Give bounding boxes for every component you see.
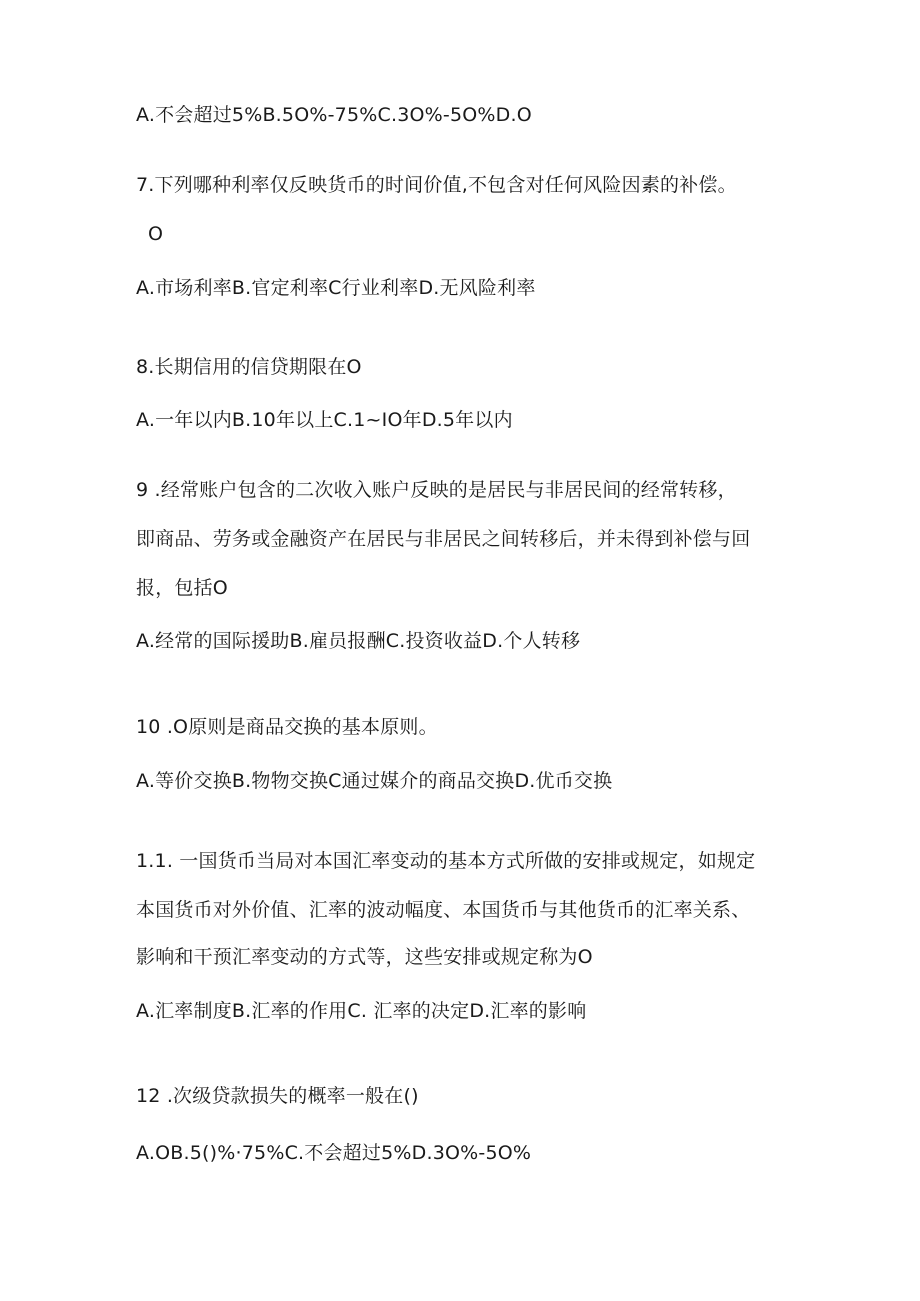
q11-options: A.汇率制度B.汇率的作用C. 汇率的决定D.汇率的影响 bbox=[136, 1000, 587, 1022]
q10-question: 10 .O原则是商品交换的基本原则。 bbox=[136, 716, 438, 738]
q8-question: 8.长期信用的信贷期限在O bbox=[136, 356, 362, 378]
q9-question-line-2: 即商品、劳务或金融资产在居民与非居民之间转移后，并未得到补偿与回 bbox=[136, 528, 751, 550]
q11-question-line-2: 本国货币对外价值、汇率的波动幅度、本国货币与其他货币的汇率关系、 bbox=[136, 899, 751, 921]
q9-question-line-1: 9 .经常账户包含的二次收入账户反映的是居民与非居民间的经常转移， bbox=[136, 479, 737, 501]
q12-options: A.OB.5()%·75%C.不会超过5%D.3O%-5O% bbox=[136, 1142, 532, 1164]
q10-options: A.等价交换B.物物交换C通过媒介的商品交换D.优币交换 bbox=[136, 770, 613, 792]
q7-options: A.市场利率B.官定利率C行业利率D.无风险利率 bbox=[136, 277, 536, 299]
q6-options: A.不会超过5%B.5O%-75%C.3O%-5O%D.O bbox=[136, 104, 532, 126]
q8-options: A.一年以内B.10年以上C.1~IO年D.5年以内 bbox=[136, 409, 513, 431]
q7-question: 7.下列哪种利率仅反映货币的时间价值,不包含对任何风险因素的补偿。 bbox=[136, 174, 737, 196]
q12-question: 12 .次级贷款损失的概率一般在() bbox=[136, 1085, 419, 1107]
q9-options: A.经常的国际援助B.雇员报酬C.投资收益D.个人转移 bbox=[136, 630, 581, 652]
q7-blank: O bbox=[148, 223, 164, 245]
q11-question-line-1: 1.1. 一国货币当局对本国汇率变动的基本方式所做的安排或规定，如规定 bbox=[136, 850, 756, 872]
q9-question-line-3: 报，包括O bbox=[136, 577, 228, 599]
q11-question-line-3: 影响和干预汇率变动的方式等，这些安排或规定称为O bbox=[136, 946, 593, 968]
